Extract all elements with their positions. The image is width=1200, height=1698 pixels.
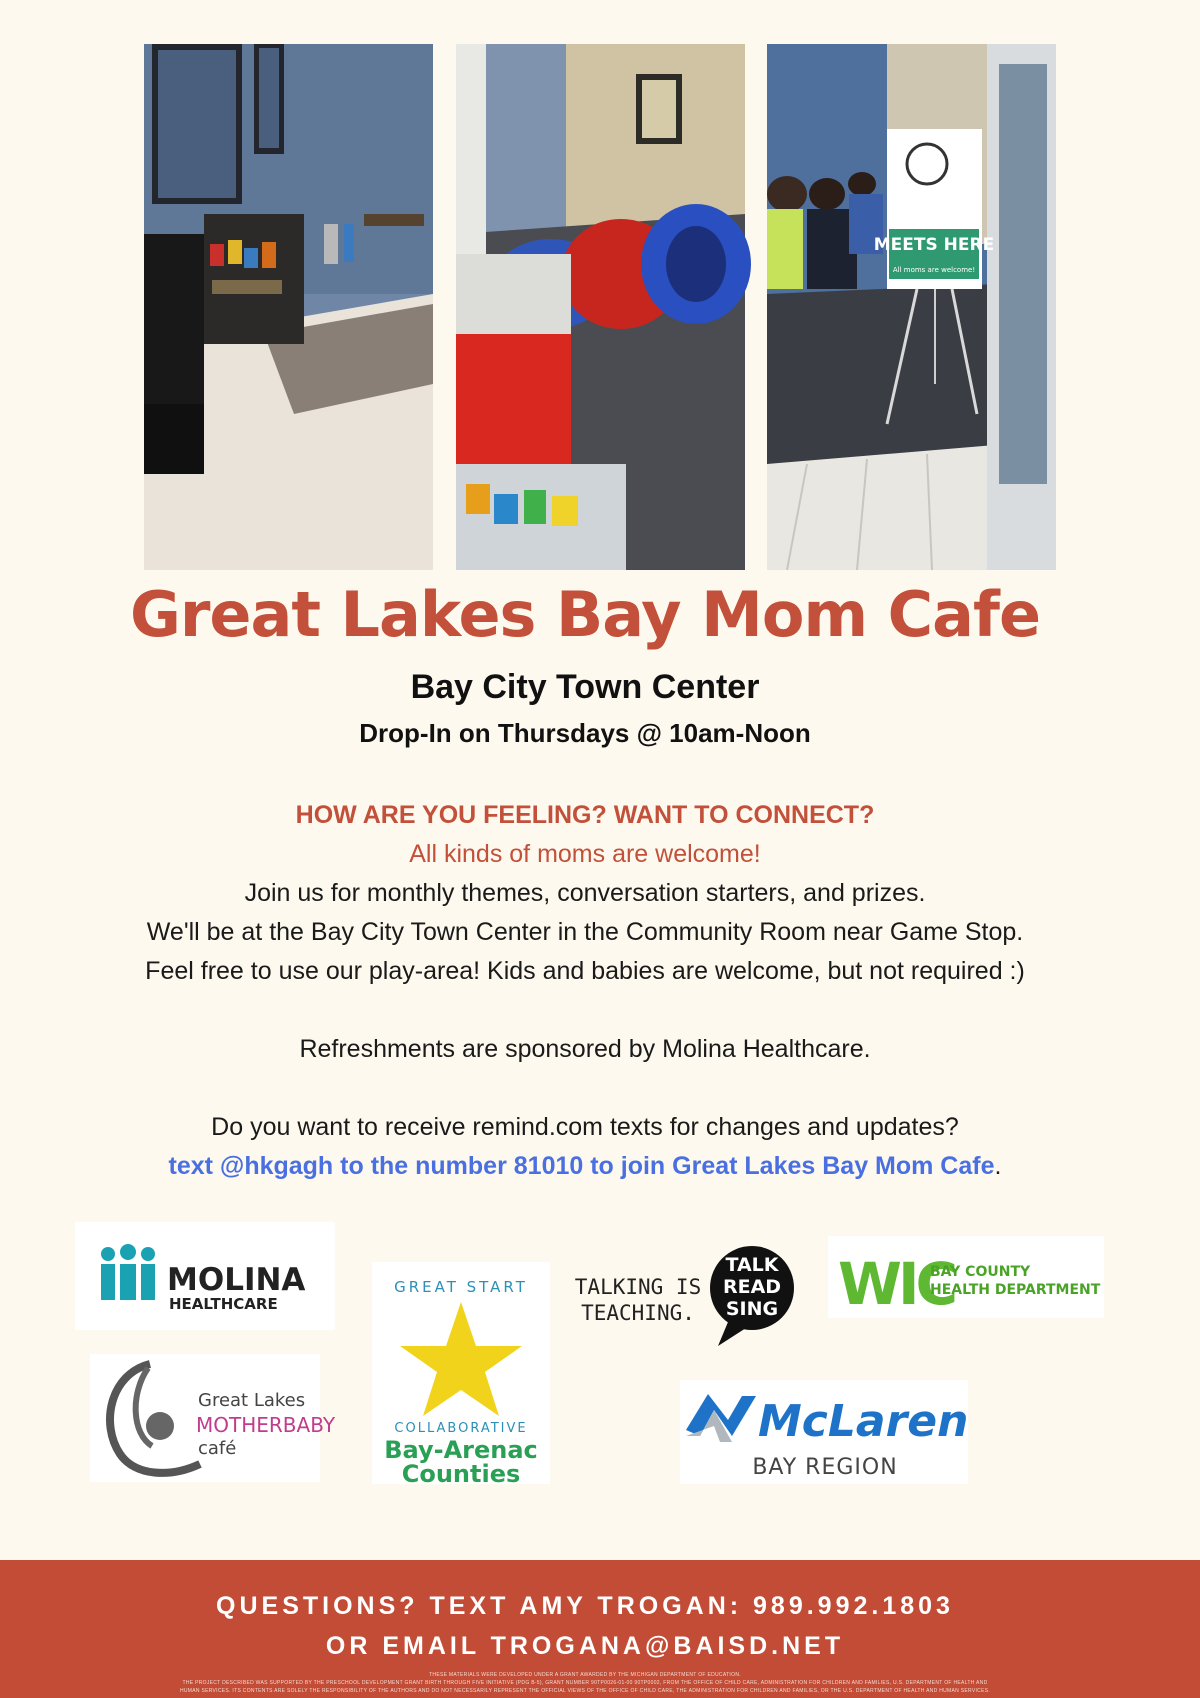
talk-word: TALK [725, 1254, 779, 1276]
great-start-bottom: COLLABORATIVE [394, 1421, 528, 1436]
great-start-top: GREAT START [394, 1278, 528, 1296]
description-line-2: We'll be at the Bay City Town Center in the Community Room near Game Stop. [146, 918, 1024, 946]
contact-text-line: QUESTIONS? TEXT AMY TROGAN: 989.992.1803 [216, 1592, 954, 1620]
photo-meeting-room [767, 44, 1056, 570]
motherbaby-line-2: MOTHERBABY [196, 1413, 336, 1437]
description-line-3: Feel free to use our play-area! Kids and babies are welcome, but not required :) [145, 957, 1025, 985]
wic-dept-2: HEALTH DEPARTMENT [930, 1282, 1101, 1298]
welcome-line: All kinds of moms are welcome! [409, 840, 761, 868]
fine-print-3: HUMAN SERVICES. ITS CONTENTS ARE SOLELY THE RESPONSIBILITY OF THE AUTHORS AND DO NOT NECESSARILY REPRESENT THE OFFICIAL VIEWS OF THE OFFICE OF CHILD CARE, THE ADMINISTRATION FOR CHILDREN AND FAMILIES, OR THE U.S. DEPARTMENT OF HEALTH AND HUMAN SERVICES. [179, 1688, 991, 1694]
motherbaby-cafe-logo [90, 1354, 336, 1482]
fine-print-1: THESE MATERIALS WERE DEVELOPED UNDER A GRANT AWARDED BY THE MICHIGAN DEPARTMENT OF EDUCATION. [429, 1672, 741, 1678]
easel-sign-text: MEETS HERE [873, 235, 995, 255]
remind-period: . [994, 1152, 1002, 1180]
great-start-region-2: Counties [401, 1460, 521, 1488]
mclaren-sub: BAY REGION [752, 1455, 898, 1480]
remind-action-text[interactable]: text @hkgagh to the number 81010 to join Great Lakes Bay Mom Cafe [168, 1152, 995, 1180]
fine-print-2: THE PROJECT DESCRIBED WAS SUPPORTED BY THE PRESCHOOL DEVELOPMENT GRANT BIRTH THROUGH FIVE INITIATIVE (PDG B-5), GRANT NUMBER 90TP0026-01-00 90TP0002, FROM THE OFFICE OF CHILD CARE, ADMINISTRATION FOR CHILDREN AND FAMILIES, U.S. DEPARTMENT OF HEALTH AND [182, 1680, 988, 1686]
remind-instruction [0, 1147, 1170, 1186]
great-start-logo [372, 1262, 550, 1488]
molina-sub: HEALTHCARE [169, 1295, 278, 1313]
talking-line-1: TALKING IS [574, 1275, 702, 1299]
molina-logo [75, 1222, 335, 1330]
read-word: READ [722, 1276, 782, 1298]
talking-line-2: TEACHING. [581, 1301, 695, 1325]
refreshments-line: Refreshments are sponsored by Molina Healthcare. [299, 1035, 871, 1063]
motherbaby-line-1: Great Lakes [198, 1390, 306, 1411]
photo-strip [144, 44, 1056, 570]
photo-coffee-station [144, 44, 433, 570]
footer-banner [0, 1560, 1200, 1698]
wic-dept-1: BAY COUNTY [930, 1264, 1031, 1280]
easel-sign-subtext: All moms are welcome! [892, 266, 976, 274]
motherbaby-line-3: café [198, 1438, 237, 1459]
description-block [0, 795, 1170, 1186]
page-title: Great Lakes Bay Mom Cafe [129, 578, 1041, 651]
sing-word: SING [725, 1298, 779, 1320]
remind-question: Do you want to receive remind.com texts for changes and updates? [211, 1113, 959, 1141]
contact-email-line[interactable]: OR EMAIL TROGANA@BAISD.NET [325, 1632, 845, 1660]
wic-word: WIC [838, 1250, 955, 1318]
talking-is-teaching-logo [574, 1234, 798, 1352]
wic-logo [828, 1236, 1104, 1318]
schedule-heading: Drop-In on Thursdays @ 10am-Noon [359, 718, 811, 748]
photo-play-area [456, 44, 745, 570]
sponsor-logos [0, 1220, 1200, 1490]
mclaren-logo [680, 1380, 968, 1484]
question-heading: HOW ARE YOU FEELING? WANT TO CONNECT? [295, 801, 875, 829]
description-line-1: Join us for monthly themes, conversation starters, and prizes. [244, 879, 926, 907]
location-heading: Bay City Town Center [410, 668, 760, 706]
molina-name: MOLINA [167, 1262, 306, 1298]
great-start-region-1: Bay-Arenac [384, 1436, 538, 1464]
mclaren-name: McLaren [758, 1396, 969, 1447]
